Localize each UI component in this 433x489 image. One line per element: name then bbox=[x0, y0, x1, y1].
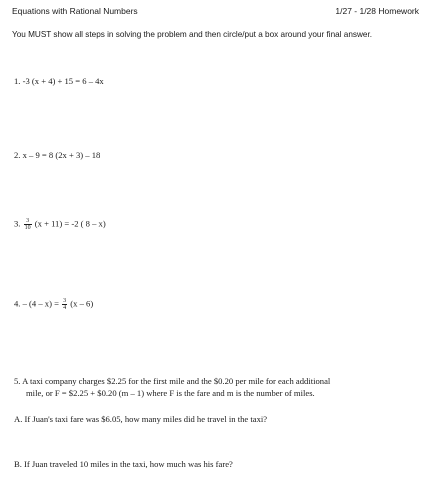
instructions: You MUST show all steps in solving the problem and then circle/put a box around your final answer. bbox=[12, 30, 372, 39]
fraction-numerator: 3 bbox=[24, 218, 32, 225]
homework-date: 1/27 - 1/28 Homework bbox=[335, 6, 419, 16]
worksheet-title: Equations with Rational Numbers bbox=[12, 6, 138, 16]
problem-1: 1. -3 (x + 4) + 15 = 6 – 4x bbox=[14, 76, 104, 86]
problem-4 bbox=[14, 298, 93, 311]
fraction-three-fourths bbox=[62, 298, 67, 311]
fraction-denominator: 10 bbox=[24, 225, 31, 231]
problem-5-line-1: 5. A taxi company charges $2.25 for the first mile and the $0.20 per mile for each additional bbox=[14, 376, 331, 386]
fraction-denominator: 4 bbox=[63, 305, 67, 311]
problem-3 bbox=[14, 218, 106, 231]
fraction-three-tenths bbox=[24, 218, 32, 231]
problem-2: 2. x – 9 = 8 (2x + 3) – 18 bbox=[14, 150, 101, 160]
problem-5b: B. If Juan traveled 10 miles in the taxi, how much was his fare? bbox=[14, 459, 233, 469]
fraction-numerator: 3 bbox=[63, 298, 67, 304]
problem-5a: A. If Juan's taxi fare was $6.05, how many miles did he travel in the taxi? bbox=[14, 414, 268, 424]
problem-3-expression: (x + 11) = -2 ( 8 – x) bbox=[34, 218, 106, 229]
problem-5-line-2: mile, or F = $2.25 + $0.20 (m – 1) where F is the fare and m is the number of miles. bbox=[26, 388, 315, 398]
problem-3-number: 3. bbox=[14, 218, 21, 229]
problem-4-expression: (x – 6) bbox=[70, 298, 94, 309]
problem-4-left-side: 4. – (4 – x) = bbox=[14, 298, 59, 309]
